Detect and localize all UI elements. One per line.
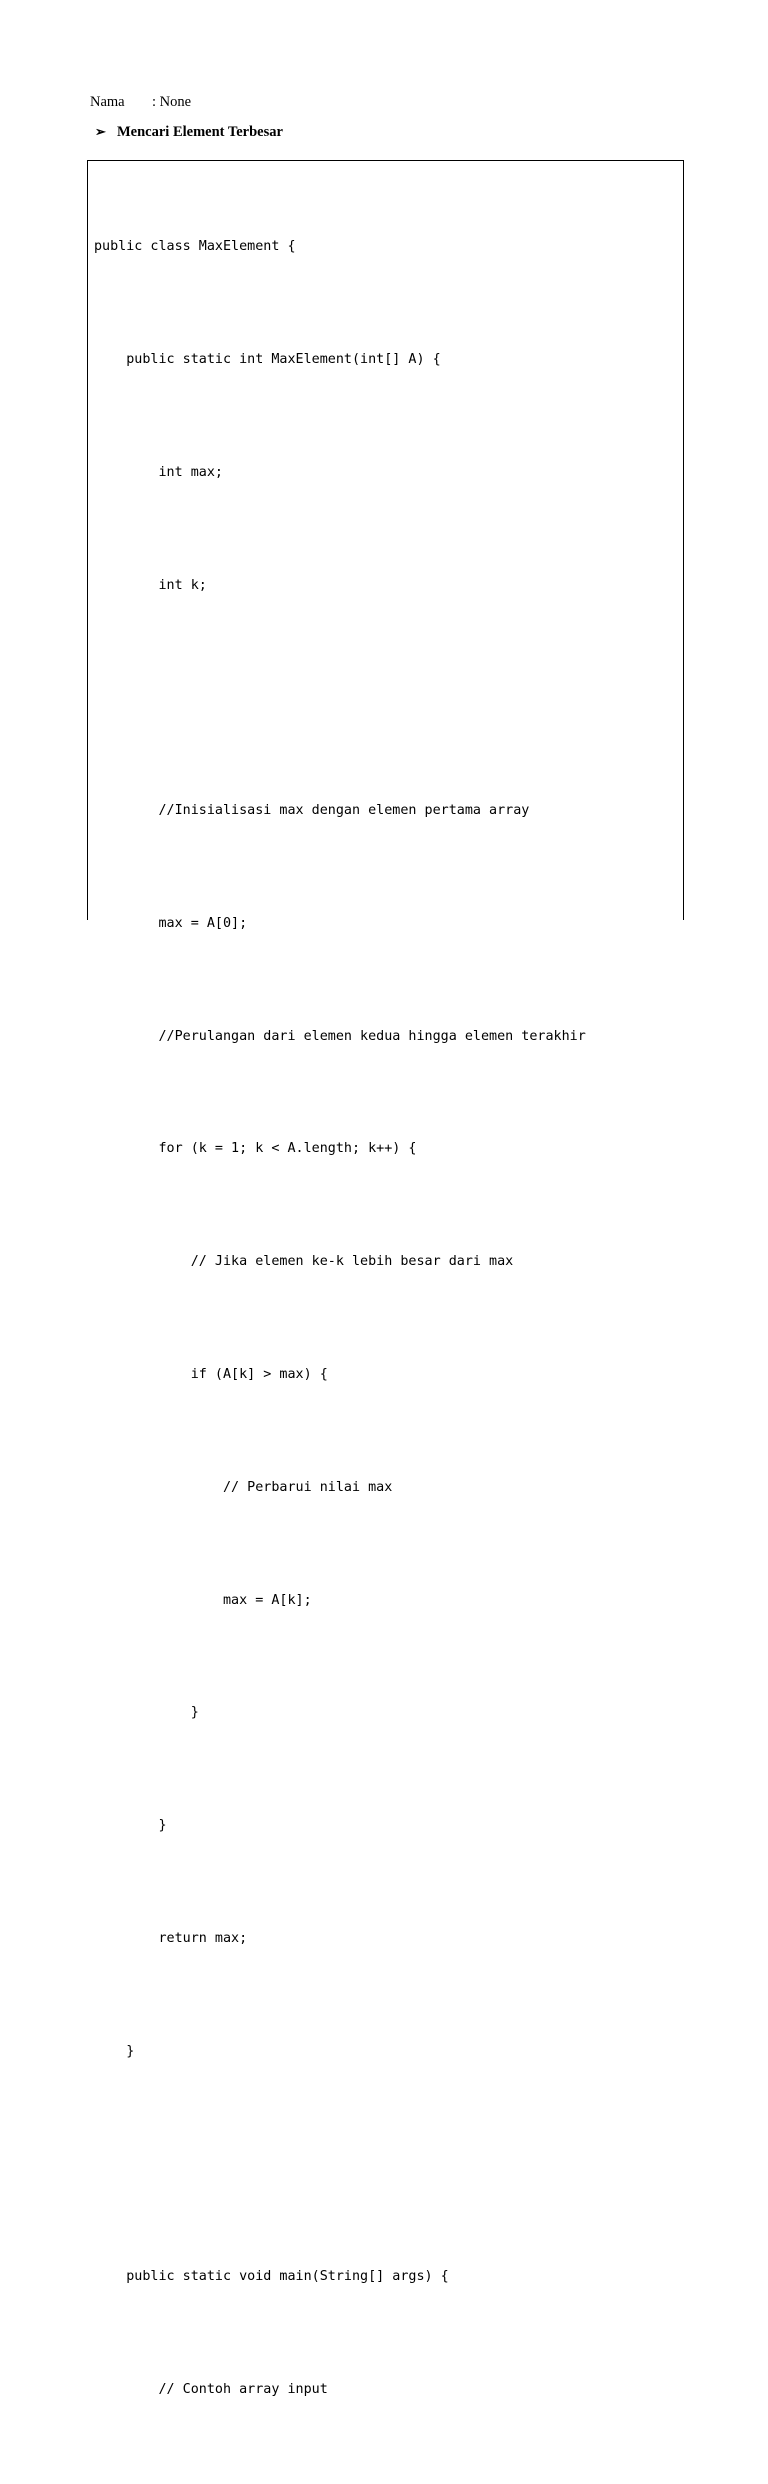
code-line: public static int MaxElement(int[] A) { (94, 351, 441, 367)
code-line: //Perulangan dari elemen kedua hingga elemen terakhir (94, 1028, 586, 1044)
code-line: if (A[k] > max) { (94, 1367, 328, 1382)
code-line: for (k = 1; k < A.length; k++) { (94, 1141, 417, 1157)
code-line: max = A[0]; (94, 915, 248, 931)
code-block (87, 160, 684, 2398)
code-line: return max; (94, 1930, 248, 1946)
code-line (94, 679, 586, 717)
code-line (94, 2145, 586, 2183)
code-line: } (94, 1818, 167, 1834)
code-line: max = A[k]; (94, 1592, 312, 1608)
name-label: Nama (90, 94, 125, 110)
section-heading (95, 122, 283, 142)
arrow-bullet-icon: ➢ (95, 124, 106, 139)
code-line: // Perbarui nilai max (94, 1479, 393, 1495)
code-lines (94, 153, 586, 2484)
code-line: } (94, 2043, 135, 2059)
code-line: public class MaxElement { (94, 239, 296, 255)
student-name-row (90, 92, 191, 112)
code-line: // Contoh array input (94, 2382, 328, 2398)
code-line: } (94, 1705, 199, 1721)
code-line: // Jika elemen ke-k lebih besar dari max (94, 1254, 514, 1270)
name-value: : None (152, 94, 192, 110)
code-line: int max; (94, 464, 223, 480)
code-line: //Inisialisasi max dengan elemen pertama array (94, 803, 530, 819)
code-line: public static void main(String[] args) { (94, 2269, 449, 2285)
code-line: int k; (94, 577, 207, 593)
section-title: Mencari Element Terbesar (117, 124, 283, 140)
